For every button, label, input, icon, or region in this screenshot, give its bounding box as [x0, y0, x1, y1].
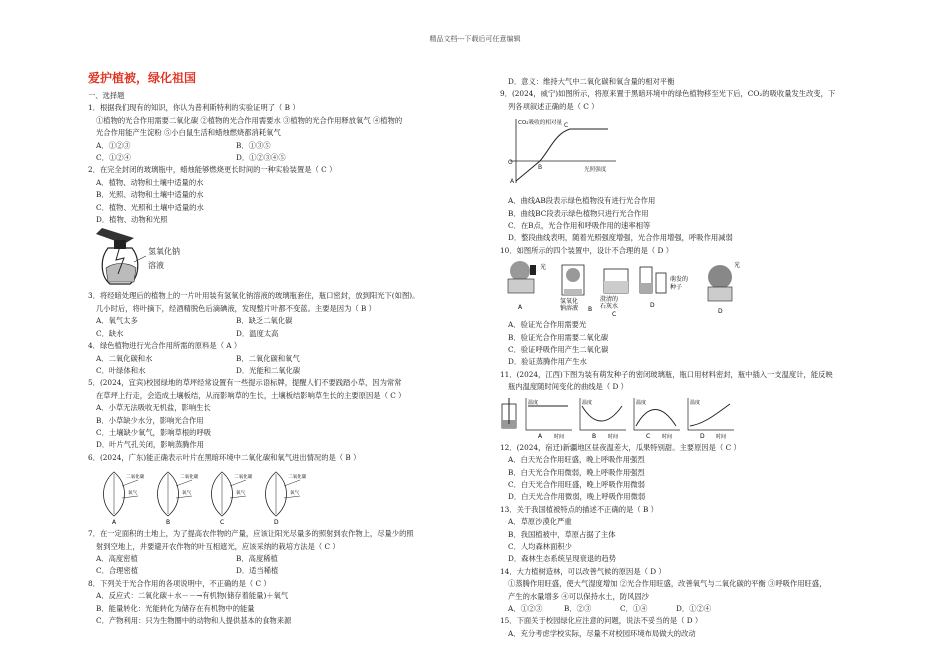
leaf-figures: [94, 466, 324, 526]
apparatus-label: 种子: [670, 284, 683, 292]
option-row: [88, 140, 468, 152]
figure-label: 溶液: [148, 261, 164, 271]
option-line: 几小时后，将叶摘下，经酒精脱色后滴碘液，发现整片叶都不变蓝。主要是因为（ B ）: [96, 303, 376, 313]
gas-label: 二氧化碳: [180, 475, 199, 481]
plant-crown: [510, 261, 530, 281]
option: D．适当稀植: [236, 566, 279, 576]
x-axis-label: 时间: [662, 433, 673, 440]
page-title: 爱护植被，绿化祖国: [88, 71, 197, 85]
co2-curve: [516, 129, 608, 181]
option: C．①④: [620, 603, 648, 613]
gas-arrow: [176, 480, 192, 486]
x-axis-label: 光照强度: [584, 167, 607, 174]
question-stem: 2．在完全封闭的玻璃瓶中，蜡烛能够燃烧更长时间的一种实验装置是（ C ）: [88, 165, 337, 175]
apparatus-c: [600, 269, 628, 317]
apparatus-letter: D: [650, 302, 655, 310]
plant-crown: [708, 265, 732, 289]
co2-curve-chart: [504, 115, 644, 193]
plant-crown: [566, 268, 580, 282]
option-line: A．验证光合作用需要光: [508, 320, 587, 330]
option-line: D．意义：维持大气中二氧化碳和氧含量的相对平衡: [508, 77, 675, 86]
curve-letter: B: [592, 432, 597, 440]
origin-label: O: [508, 159, 513, 167]
question-stem: 4．绿色植物进行光合作用所需的原料是（ A ）: [88, 341, 242, 351]
option-row: [88, 315, 468, 327]
option-line: D．整段曲线表明，随着光照强度增强，光合作用增强，呼吸作用减弱: [508, 233, 733, 243]
curve-letter: D: [700, 432, 705, 440]
x-axis-label: 时间: [716, 433, 727, 440]
option-line: C．在B点，光合作用和呼吸作用的速率相等: [508, 221, 651, 231]
figure-q3: [88, 228, 468, 288]
point-label-a: A: [510, 178, 515, 186]
apparatus-label: 光: [540, 264, 547, 272]
solution-dish: [564, 289, 582, 295]
apparatus-label: 光: [734, 262, 741, 270]
option-row: [88, 365, 468, 377]
gas-arrow: [284, 480, 300, 486]
page-header: 精品文档---下载后可任意编辑: [429, 35, 521, 43]
light-cover: [530, 265, 536, 275]
option-line: C．白天光合作用旺盛，晚上呼吸作用微弱: [508, 479, 645, 489]
option-line: A．反应式：二氧化碳＋水－－→有机物(储存着能量)＋氧气: [96, 591, 289, 601]
gas-label: 二氧化碳: [126, 475, 145, 481]
label-pointer: [134, 256, 146, 262]
option: B．缺乏二氧化碳: [236, 316, 293, 326]
question-stem: 8．下列关于光合作用的各项说明中，不正确的是（ C ）: [88, 578, 271, 588]
apparatus-letter: D: [718, 308, 723, 316]
option: A．①②③: [508, 603, 543, 613]
option-line: ①蒸腾作用旺盛，使大气湿度增加 ②光合作用旺盛，改善氧气与二氧化碳的平衡 ③呼吸作用旺盛，: [508, 579, 827, 589]
right-column: [500, 76, 880, 640]
question-stem: 6．(2024，广东)能正确表示叶片在黑暗环境中二氧化碳和氧气进出情况的是（ B ）: [88, 452, 361, 462]
flower-pot: [708, 287, 732, 301]
option-line: B．曲线BC段表示绿色植物只进行光合作用: [508, 208, 649, 218]
question-stem: 11．(2024，江西)下图为装有萌发种子的密闭玻璃瓶，瓶口用材料密封，瓶中插入一支温度计，能反映: [500, 369, 833, 379]
option-line: 射到空地上，并要避开农作物的叶互相遮光，应该采纳的栽培方法是（ C ）: [96, 541, 340, 551]
option-row: [88, 565, 468, 577]
bottle-figure: [94, 228, 194, 288]
section-heading: 一、选择题: [88, 91, 125, 100]
apparatus-label: 钠溶液: [560, 305, 579, 313]
option-line: A．充分考虑学校实际，尽量不对校园环境布局做大的改动: [508, 628, 696, 638]
option-line: A．小草无法吸收无机盐，影响生长: [96, 403, 211, 413]
option-line: 列各项叙述正确的是（ C ）: [508, 101, 599, 111]
curve-letter: C: [646, 432, 651, 440]
option-line: B．白天光合作用微弱，晚上呼吸作用强烈: [508, 467, 645, 477]
option-line: C．土壤缺少氧气，影响草根的呼吸: [96, 427, 212, 437]
apparatus-a: [508, 261, 546, 311]
left-column: [88, 70, 468, 627]
option-row: [88, 553, 468, 565]
apparatus-label: 萌发的: [670, 276, 689, 284]
x-axis-label: 时间: [554, 433, 565, 440]
option-line: 在草坪上行走，会造成土壤板结，从而影响草的生长，土壤板结影响草生长的主要原因是（ C ）: [96, 390, 406, 400]
option-line: A．曲线AB段表示绿色植物没有进行光合作用: [508, 196, 656, 206]
option: D．①②④: [676, 603, 712, 613]
option-line: D．植物、动物和光照: [96, 215, 168, 225]
seeds: [640, 283, 652, 293]
option: A．氧气太多: [96, 316, 138, 326]
question-stem: 3．将经暗处理后的植物上的一片叶用装有氢氧化钠溶液的玻璃瓶套住，瓶口密封，放到阳光下(如图)。: [88, 291, 420, 301]
y-axis-label: 温度: [636, 399, 647, 406]
option: D．温度太高: [236, 328, 279, 338]
gas-label: 二氧化碳: [234, 475, 253, 481]
gas-arrow: [122, 480, 138, 486]
option-line: B．验证光合作用需要二氧化碳: [508, 332, 609, 342]
figure-q6: [88, 466, 468, 526]
apparatus-b: [560, 265, 592, 313]
apparatus-letter: A: [518, 304, 523, 312]
apparatus-letter: B: [588, 306, 593, 314]
temperature-curve: [636, 409, 676, 426]
figure-q10: [500, 259, 880, 317]
y-axis-label: CO₂吸收的相对量: [518, 120, 563, 127]
option-line: 瓶内温度随时间变化的曲线是（ D ）: [508, 382, 628, 392]
point-label-b: B: [538, 164, 543, 172]
option-line: ①植物的光合作用需要二氧化碳 ②植物的光合作用需要水 ③植物的光合作用释放氧气 ④植物的: [96, 115, 403, 125]
option-line: B．我国植被中，草原占据了主体: [508, 529, 616, 539]
apparatus-letter: C: [612, 311, 617, 318]
y-axis-label: 温度: [582, 399, 593, 406]
option-line: D．叶片气孔关闭，影响蒸腾作用: [96, 440, 205, 450]
option-line: B．能量转化：光能转化为储存在有机物中的能量: [96, 603, 255, 613]
option: D．光能和二氧化碳: [236, 365, 301, 375]
option-line: D．验证蒸腾作用产生水: [508, 357, 587, 367]
gas-label: 氧气: [236, 491, 246, 497]
question-stem: 1．根据我们现有的知识，你认为普利斯特利的实验证明了（ B ）: [88, 103, 300, 113]
test-tube: [656, 273, 666, 293]
option-line: C．植物、光照和土壤中适量的水: [96, 202, 204, 212]
option-line: 光合作用能产生淀粉 ⑤小白鼠生活和蜡烛燃烧都消耗氧气: [96, 128, 281, 138]
temperature-curve: [690, 404, 730, 426]
temperature-curve: [582, 406, 622, 421]
apparatus-figures: [500, 259, 760, 317]
point-label-c: C: [564, 122, 569, 130]
option-line: C．产物利用：只为生物圈中的动物和人提供基本的食物来源: [96, 616, 292, 625]
figure-q11: [500, 396, 880, 440]
question-stem: 15．下面关于校园绿化应注意的问题，说法不妥当的是（ D ）: [500, 616, 703, 626]
y-axis-label: 温度: [690, 399, 701, 406]
option: B．①③⑤: [236, 140, 271, 150]
option-line: C．验证呼吸作用产生二氧化碳: [508, 345, 609, 355]
apparatus-e: [708, 261, 740, 315]
temperature-curves: [500, 396, 740, 440]
gas-label: 氧气: [290, 491, 300, 497]
apparatus-label: 石灰水: [600, 303, 619, 311]
option-line: D．森林生态系统呈现衰退的趋势: [508, 554, 617, 564]
option-row: [88, 152, 468, 164]
option: C．缺水: [96, 328, 124, 338]
option-row: [88, 353, 468, 365]
option-line: A．草原沙漠化严重: [508, 517, 572, 527]
question-stem: 7．在一定面积的土地上，为了提高农作物的产量，应该让阳光尽量多的照射到农作物上，尽量少的照: [88, 529, 414, 539]
option-line: 产生的水量增多 ④可以保持水土，防风固沙: [508, 591, 649, 601]
apparatus-d: [640, 267, 688, 309]
limewater: [604, 281, 628, 293]
option-line: A．植物、动物和土壤中适量的水: [96, 177, 204, 187]
option: A．①②③: [96, 140, 131, 150]
question-stem: 10．如图所示的四个装置中，设计不合理的是（ D ）: [500, 245, 674, 255]
option: B．高度稀植: [236, 553, 278, 563]
flower-pot: [508, 279, 534, 293]
option: B．②③: [564, 603, 592, 613]
x-axis-label: 时间: [608, 433, 619, 440]
apparatus-label: 澄清的: [600, 296, 619, 304]
option-line: D．白天光合作用微弱，晚上呼吸作用微弱: [508, 492, 646, 502]
option: A．高度密植: [96, 553, 138, 563]
option: A．二氧化碳和水: [96, 353, 153, 363]
leaf-letter: D: [274, 519, 279, 527]
option-row: [88, 328, 468, 340]
figure-label: 氢氧化钠: [148, 247, 180, 257]
sealed-bottle: [502, 398, 516, 428]
question-stem: 13．关于我国植被特点的描述不正确的是（ B ）: [500, 504, 658, 514]
option: C．叶绿体和水: [96, 365, 146, 375]
option: C．合理密植: [96, 566, 139, 576]
y-axis-label: 温度: [528, 399, 539, 406]
gas-label: 氧气: [182, 491, 192, 497]
option: C．①②④: [96, 153, 131, 163]
curve-letter: A: [538, 432, 543, 440]
leaf-letter: B: [166, 519, 171, 527]
option-line: A．白天光合作用旺盛，晚上呼吸作用强烈: [508, 455, 645, 465]
option-line: B．光照、动物和土壤中适量的水: [96, 190, 204, 200]
apparatus-label: 氢氧化: [560, 298, 579, 306]
gas-arrow: [230, 480, 246, 486]
gas-label: 二氧化碳: [288, 475, 307, 481]
option: D．①②③④⑤: [236, 153, 286, 163]
option-row: [500, 603, 880, 615]
question-stem: 12．(2024，宿迁)新疆地区昼夜温差大，瓜果特别甜。主要原因是（ C ）: [500, 442, 741, 452]
leaf-letter: C: [220, 519, 225, 527]
option-line: B．小草缺少水分，影响光合作用: [96, 415, 204, 425]
figure-q9: [500, 115, 880, 193]
option: B．二氧化碳和氧气: [236, 353, 300, 363]
question-stem: 14．大力植树造林，可以改善气候的原因是（ D ）: [500, 566, 666, 576]
leaf-letter: A: [112, 519, 117, 527]
gas-label: 氧气: [128, 491, 138, 497]
question-stem: 9．(2024，威宁)如图所示，将原来置于黑暗环境中的绿色植物移至光下后，CO₂的吸收量发生改变，下: [500, 89, 836, 99]
option-line: C．人均森林面积少: [508, 541, 572, 551]
question-stem: 5．(2024，宜宾)校园绿地的草坪经常设置有一些提示语标牌，提醒人们不要践踏小草，因为常常: [88, 378, 402, 388]
